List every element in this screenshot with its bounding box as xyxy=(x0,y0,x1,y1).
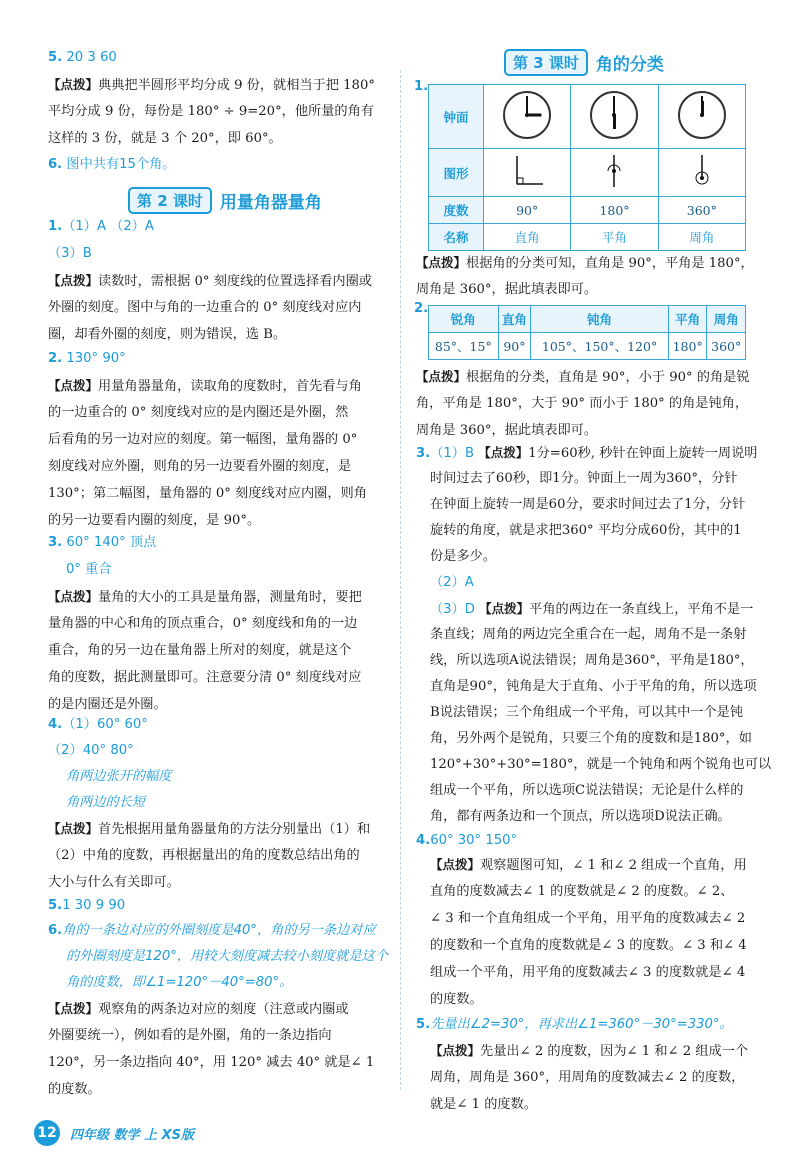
q3-answer-3: （3）D 【点拨】平角的两边在一条直线上，平角不是一 xyxy=(430,601,754,617)
tip-line: 直角的度数减去∠ 1 的度数就是∠ 2 的度数。∠ 2、 xyxy=(430,884,734,899)
tip-line: 条直线；周角的两边完全重合在一起，周角不是一条射 xyxy=(430,627,747,642)
tip-line: 的度数。 xyxy=(430,992,483,1007)
straight-angle-icon xyxy=(594,152,634,190)
tip-line: 圈，却看外圈的刻度，则为错误，选 B。 xyxy=(48,327,287,342)
s2q4-answer: 4.（1）60° 60° xyxy=(48,717,148,732)
tip-line: 角，平角是 180°，大于 90° 而小于 180° 的角是钝角， xyxy=(416,396,749,411)
s2q4-answer-2: （2）40° 80° xyxy=(48,743,134,758)
q5-answer-line xyxy=(48,45,117,71)
tip-line: 角的度数，据此测量即可。注意要分清 0° 刻度线对应 xyxy=(48,670,362,685)
tip-line: 组成一个平角，用平角的度数减去∠ 3 的度数就是∠ 4 xyxy=(430,965,746,980)
tip-line: 旋转的角度，就是求把360° 平均分成60份，其中的1 xyxy=(430,523,742,538)
tip-line: 重合，角的另一边在量角器上所对的刻度，就是这个 xyxy=(48,643,352,658)
s2q6-answer-2: 的外圈刻度是120°，用较大刻度减去较小刻度就是这个 xyxy=(66,949,388,964)
name-cell: 周角 xyxy=(658,224,745,251)
s2q4-answer-3: 角两边张开的幅度 xyxy=(66,769,172,784)
tip-line: 的度数。 xyxy=(48,1082,101,1097)
tip-line: 的一边重合的 0° 刻度线对应的是内圈还是外圈，然 xyxy=(48,405,349,420)
s2q4-answer-4: 角两边的长短 xyxy=(66,795,146,810)
tip-line: 120°+30°+30°=180°，就是一个钝角和两个锐角也可以 xyxy=(430,757,772,772)
row-label: 图形 xyxy=(429,149,484,197)
s2q3-answer: 3. 60° 140° 顶点 xyxy=(48,535,157,550)
s2q2-answer: 2. 130° 90° xyxy=(48,351,126,366)
tip-line: 角，另外两个是锐角，只要三个角的度数和是180°，如 xyxy=(430,731,752,746)
angle-sort-table xyxy=(428,305,746,360)
answer: 20 3 60 xyxy=(66,50,117,65)
q1-number: 1. xyxy=(414,79,429,94)
tip-line: B说法错误；三个角组成一个平角，可以其中一个是钝 xyxy=(430,705,744,720)
tip-line: 直角是90°，钝角是大于直角、小于平角的角，所以选项 xyxy=(430,679,757,694)
tip-line: 120°，另一条边指向 40°，用 120° 减去 40° 就是∠ 1 xyxy=(48,1055,375,1070)
lesson-badge: 第 3 课时 xyxy=(504,49,588,76)
clock-icon xyxy=(503,91,551,139)
s2q5-answer: 5.1 30 9 90 xyxy=(48,898,126,913)
book-brand: 四年级 数学 上 XS版 xyxy=(70,1127,194,1143)
row-label: 度数 xyxy=(429,197,484,224)
column-divider xyxy=(400,70,401,1090)
tip-line: 【点拨】用量角器量角，读取角的度数时，首先看与角 xyxy=(48,378,362,394)
s2q1-answer: 1.（1）A （2）A xyxy=(48,219,154,234)
tip-line: 在钟面上旋转一周是60分，要求时间过去了1分，分针 xyxy=(430,497,746,512)
tip-line: 平均分成 9 份，每份是 180° ÷ 9=20°，他所量的角有 xyxy=(48,104,374,119)
tip-line: 周角是 360°，据此填表即可。 xyxy=(416,282,598,297)
tip-line: 【点拨】典典把半圆形平均分成 9 份，就相当于把 180° xyxy=(48,77,375,93)
col-header: 周角 xyxy=(707,306,746,333)
tip-line: 线，所以选项A说法错误；周角是360°，平角是180°， xyxy=(430,653,754,668)
tip-line: 后看角的另一边对应的刻度。第一幅图，量角器的 0° xyxy=(48,432,358,447)
value-cell: 85°、15° xyxy=(429,333,499,360)
q3-answer: 3.（1）B 【点拨】1分=60秒, 秒针在钟面上旋转一周说明 xyxy=(416,445,758,461)
q3-answer-2: （2）A xyxy=(430,575,474,590)
tip-line: 份是多少。 xyxy=(430,549,496,564)
clock-cell xyxy=(658,85,745,149)
s2q6-answer-3: 角的度数，即∠1=120°－40°=80°。 xyxy=(66,975,293,990)
page-footer xyxy=(34,1120,194,1146)
tip-line: 的是内圈还是外圈。 xyxy=(48,697,167,712)
section-title: 用量角器量角 xyxy=(219,192,322,213)
right-angle-icon xyxy=(507,152,547,190)
name-cell: 直角 xyxy=(484,224,571,251)
tip-line: 的度数和一个直角的度数就是∠ 3 的度数。∠ 3 和∠ 4 xyxy=(430,938,747,953)
degree-cell: 360° xyxy=(658,197,745,224)
tip-line: 大小与什么有关即可。 xyxy=(48,875,180,890)
shape-cell xyxy=(658,149,745,197)
value-cell: 105°、150°、120° xyxy=(531,333,669,360)
value-cell: 180° xyxy=(668,333,707,360)
s2q6-answer: 6.角的一条边对应的外圈刻度是40°，角的另一条边对应 xyxy=(48,923,376,938)
tip-line: 周角，周角是 360°，用周角的度数减去∠ 2 的度数， xyxy=(430,1070,745,1085)
q6-answer-line: 6. 图中共有15个角。 xyxy=(48,157,176,172)
tip-line: 【点拨】量角的大小的工具是量角器，测量角时，要把 xyxy=(48,589,362,605)
clock-icon xyxy=(590,91,638,139)
page-number: 12 xyxy=(34,1120,60,1146)
tip-line: 【点拨】观察角的两条边对应的刻度（注意或内圈或 xyxy=(48,1001,349,1017)
full-angle-icon xyxy=(682,152,722,190)
tip-line: 【点拨】读数时，需根据 0° 刻度线的位置选择看内圈或 xyxy=(48,273,372,289)
q4-answer: 4.60° 30° 150° xyxy=(416,833,518,848)
lesson-badge: 第 2 课时 xyxy=(128,187,212,214)
tip-line: （2）中角的度数，再根据量出的角的度数总结出角的 xyxy=(48,848,360,863)
tip-line: 刻度线对应外圈，则角的另一边要看外圈的刻度，是 xyxy=(48,459,352,474)
shape-cell xyxy=(484,149,571,197)
tip-line: 这样的 3 份，就是 3 个 20°，即 60°。 xyxy=(48,131,282,146)
section-title: 角的分类 xyxy=(595,54,664,75)
clock-icon xyxy=(678,91,726,139)
degree-cell: 90° xyxy=(484,197,571,224)
shape-cell xyxy=(571,149,658,197)
tip-line: 角，都有两条边和一个顶点，所以选项D说法正确。 xyxy=(430,809,731,824)
tip-line: 量角器的中心和角的顶点重合，0° 刻度线和角的一边 xyxy=(48,616,358,631)
tip-line: 130°；第二幅图，量角器的 0° 刻度线对应内圈，则角 xyxy=(48,486,367,501)
question-number: 5. xyxy=(48,50,63,65)
tip-line: 【点拨】根据角的分类，直角是 90°，小于 90° 的角是锐 xyxy=(416,369,750,385)
col-header: 钝角 xyxy=(531,306,669,333)
col-header: 锐角 xyxy=(429,306,499,333)
s2q3-answer-2: 0° 重合 xyxy=(66,562,112,577)
row-label: 钟面 xyxy=(429,85,484,149)
tip-line: 时间过去了60秒，即1分。钟面上一周为360°，分针 xyxy=(430,471,738,486)
tip-line: 就是∠ 1 的度数。 xyxy=(430,1097,537,1112)
q5-answer: 5.先量出∠2=30°，再求出∠1=360°－30°=330°。 xyxy=(416,1017,733,1032)
col-header: 平角 xyxy=(668,306,707,333)
tip-line: 的另一边要看内圈的刻度，是 90°。 xyxy=(48,513,261,528)
tip-line: 【点拨】首先根据用量角器量角的方法分别量出（1）和 xyxy=(48,821,371,837)
name-cell: 平角 xyxy=(571,224,658,251)
tip-line: 【点拨】观察题图可知，∠ 1 和∠ 2 组成一个直角，用 xyxy=(430,857,747,873)
section-3-header xyxy=(504,48,664,76)
clock-cell xyxy=(571,85,658,149)
angle-classification-table xyxy=(428,84,746,251)
degree-cell: 180° xyxy=(571,197,658,224)
tip-line: 【点拨】根据角的分类可知，直角是 90°，平角是 180°， xyxy=(416,255,754,271)
section-2-header xyxy=(128,186,322,214)
q2-number: 2. xyxy=(414,301,429,316)
col-header: 直角 xyxy=(498,306,531,333)
tip-line: 外圈要统一），例如看的是外圈，角的一条边指向 xyxy=(48,1028,332,1043)
tip-line: 组成一个平角，所以选项C说法错误；无论是什么样的 xyxy=(430,783,744,798)
tip-line: 【点拨】先量出∠ 2 的度数，因为∠ 1 和∠ 2 组成一个 xyxy=(430,1043,749,1059)
tip-line: ∠ 3 和一个直角组成一个平角，用平角的度数减去∠ 2 xyxy=(430,911,746,926)
value-cell: 90° xyxy=(498,333,531,360)
value-cell: 360° xyxy=(707,333,746,360)
tip-line: 外圈的刻度。图中与角的一边重合的 0° 刻度线对应内 xyxy=(48,300,362,315)
s2q1-answer-2: （3）B xyxy=(48,246,92,261)
clock-cell xyxy=(484,85,571,149)
row-label: 名称 xyxy=(429,224,484,251)
tip-line: 周角是 360°，据此填表即可。 xyxy=(416,423,598,438)
